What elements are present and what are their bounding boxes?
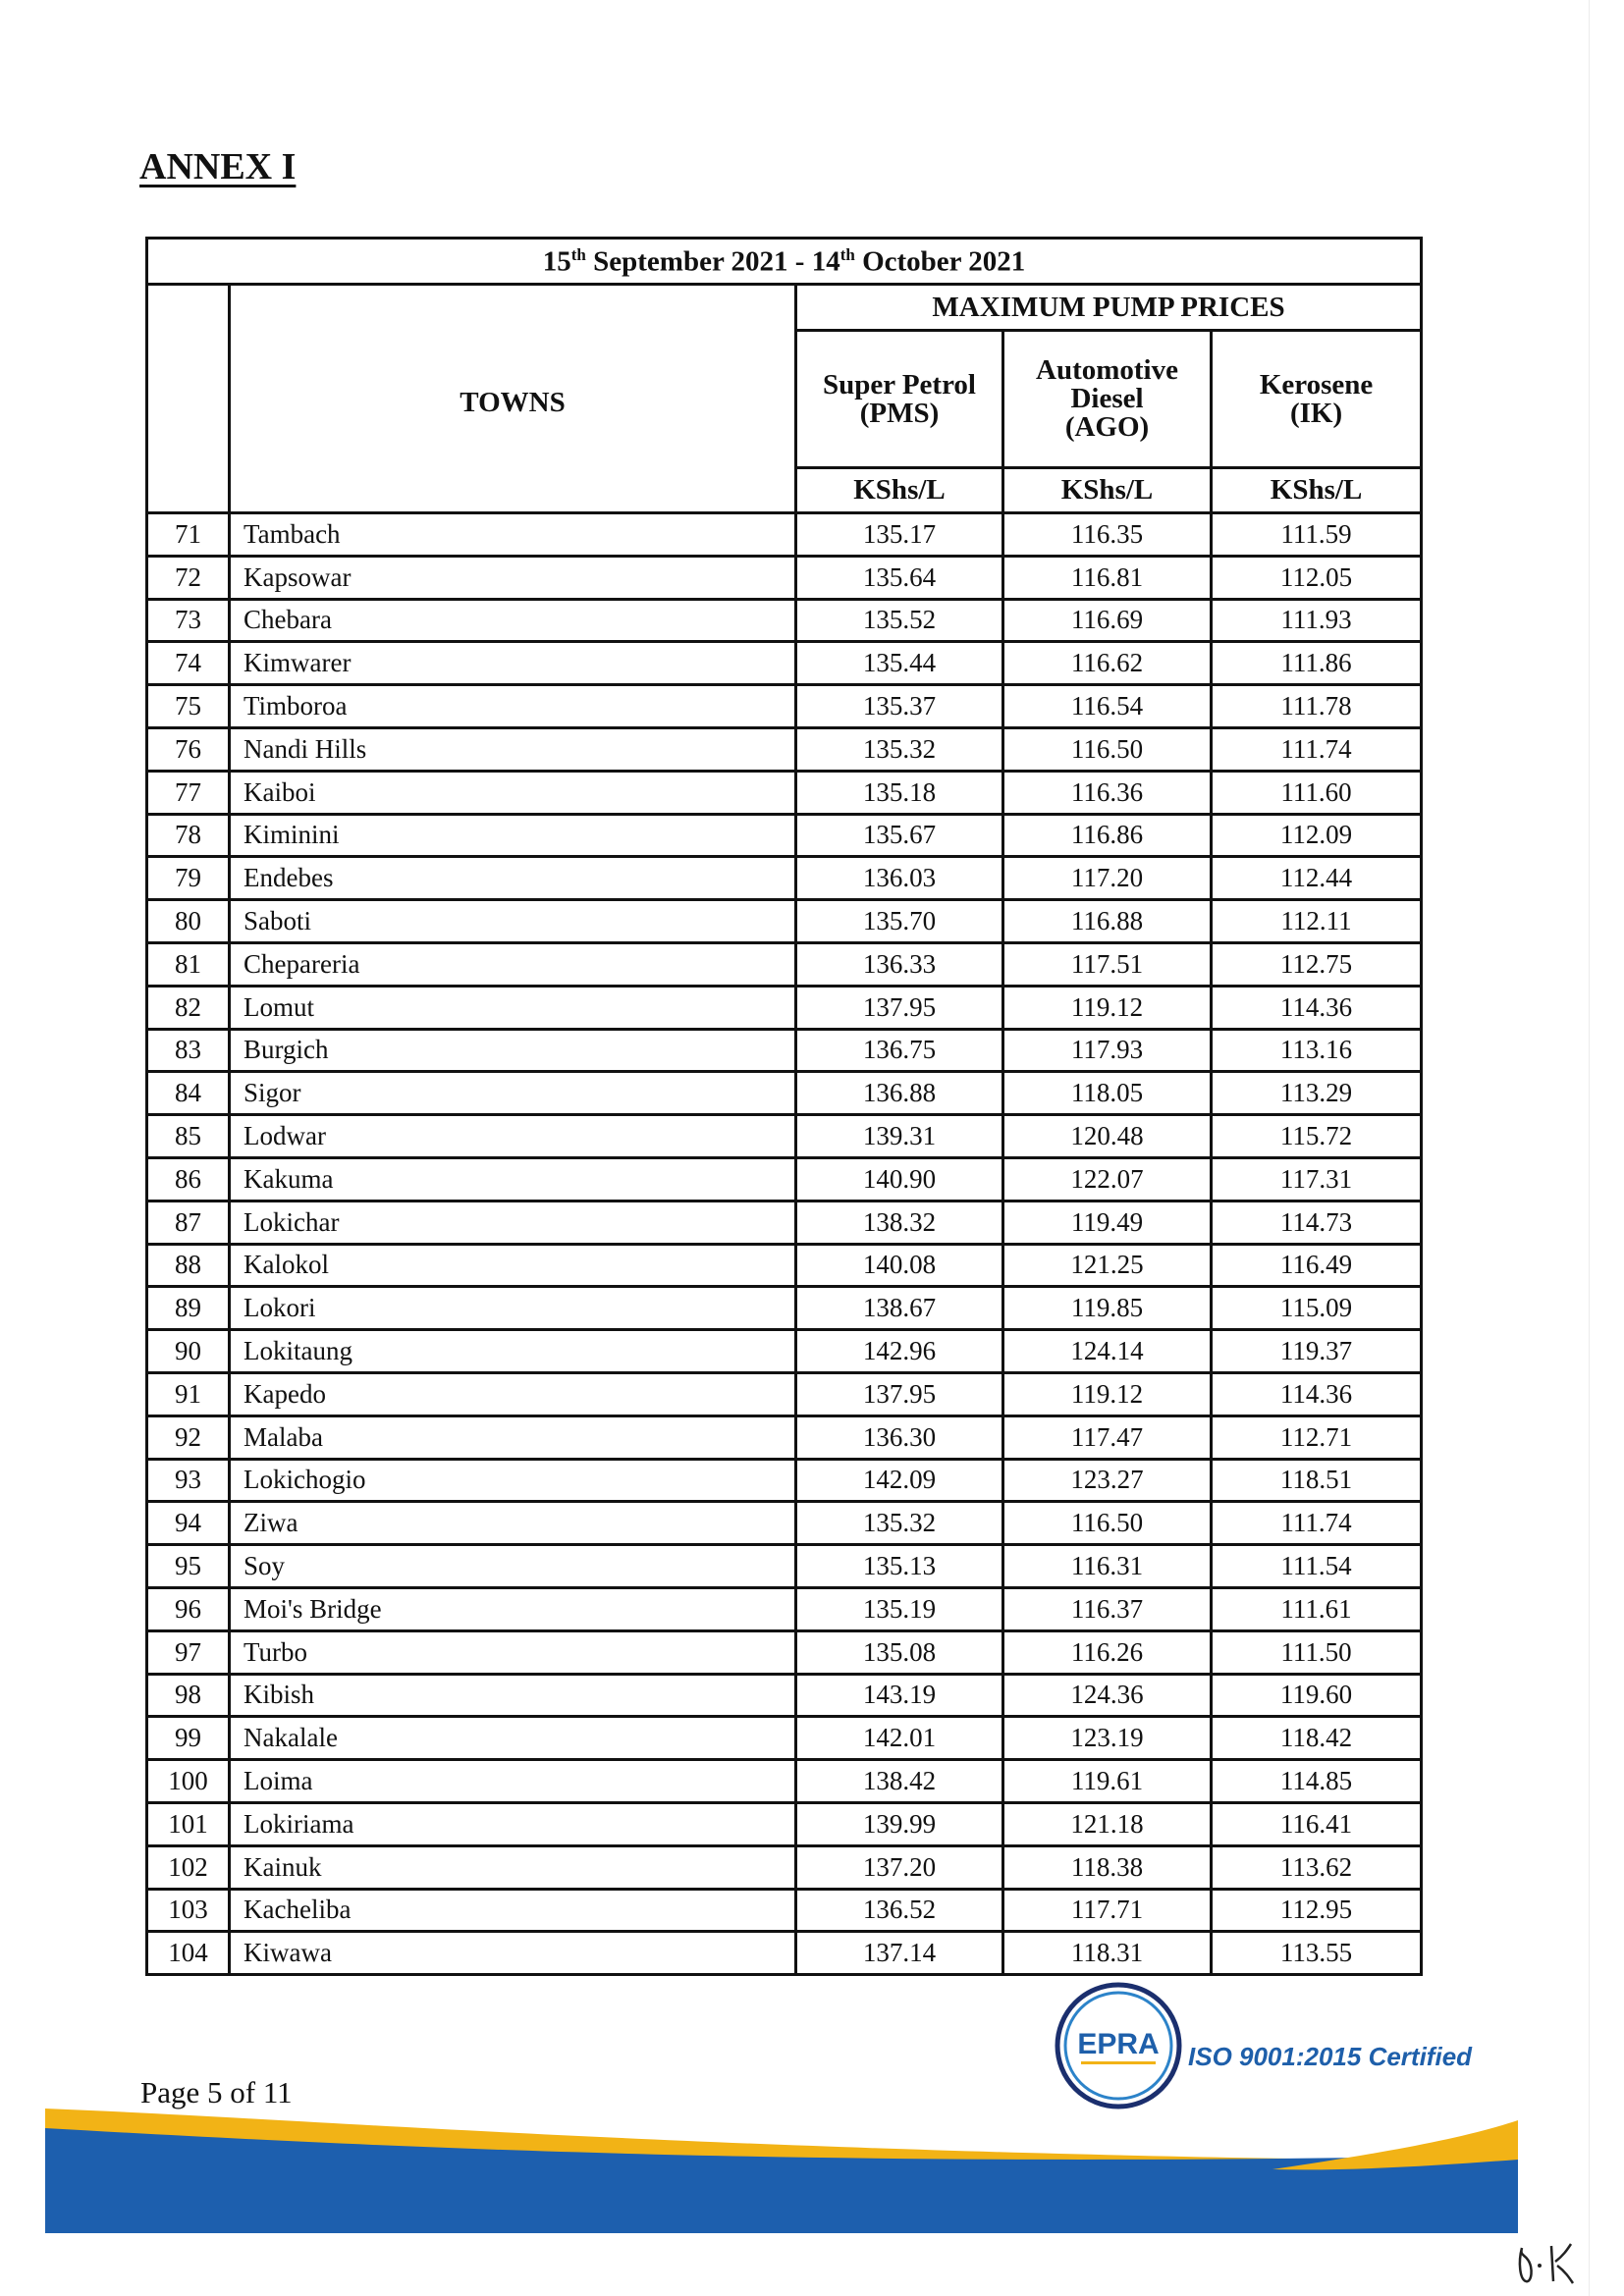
pms-price: 137.95 <box>796 986 1003 1029</box>
ago-price: 124.14 <box>1003 1330 1212 1373</box>
towns-header: TOWNS <box>230 285 796 513</box>
ago-price: 120.48 <box>1003 1115 1212 1158</box>
unit-header-pms: KShs/L <box>796 468 1003 513</box>
town-name: Kimwarer <box>230 642 796 685</box>
town-name: Kakuma <box>230 1157 796 1201</box>
ago-price: 116.86 <box>1003 814 1212 857</box>
pms-price: 135.44 <box>796 642 1003 685</box>
ik-price: 116.49 <box>1212 1244 1422 1287</box>
row-number: 101 <box>147 1802 230 1845</box>
town-name: Nakalale <box>230 1717 796 1760</box>
period-end-suffix: th <box>839 244 855 264</box>
town-name: Kaiboi <box>230 771 796 814</box>
iso-certified-text: ISO 9001:2015 Certified <box>1188 2042 1473 2071</box>
pms-price: 143.19 <box>796 1674 1003 1717</box>
row-number: 84 <box>147 1072 230 1115</box>
ago-price: 116.62 <box>1003 642 1212 685</box>
table-row <box>147 1115 1422 1158</box>
ago-price: 116.31 <box>1003 1545 1212 1588</box>
ik-price: 113.62 <box>1212 1845 1422 1889</box>
ik-price: 114.85 <box>1212 1760 1422 1803</box>
logo-text: EPRA <box>1077 2028 1160 2060</box>
pms-price: 140.08 <box>796 1244 1003 1287</box>
ik-price: 118.51 <box>1212 1459 1422 1502</box>
table-row <box>147 900 1422 943</box>
town-name: Sigor <box>230 1072 796 1115</box>
town-name: Kiminini <box>230 814 796 857</box>
ago-price: 118.31 <box>1003 1932 1212 1975</box>
row-number: 77 <box>147 771 230 814</box>
table-row <box>147 1244 1422 1287</box>
town-name: Burgich <box>230 1029 796 1072</box>
town-name: Kapedo <box>230 1372 796 1415</box>
ik-price: 112.71 <box>1212 1415 1422 1459</box>
town-name: Kibish <box>230 1674 796 1717</box>
ago-price: 116.88 <box>1003 900 1212 943</box>
fuel-header-pms: Super Petrol (PMS) <box>796 331 1003 468</box>
town-name: Loima <box>230 1760 796 1803</box>
ago-price: 118.05 <box>1003 1072 1212 1115</box>
table-row <box>147 513 1422 557</box>
pms-price: 135.13 <box>796 1545 1003 1588</box>
pms-price: 136.33 <box>796 942 1003 986</box>
row-number: 92 <box>147 1415 230 1459</box>
row-number: 89 <box>147 1287 230 1330</box>
period-start-day: 15 <box>542 245 571 278</box>
ik-price: 112.09 <box>1212 814 1422 857</box>
ik-price: 113.16 <box>1212 1029 1422 1072</box>
town-name: Lokichogio <box>230 1459 796 1502</box>
table-row <box>147 1802 1422 1845</box>
ago-price: 121.25 <box>1003 1244 1212 1287</box>
ik-price: 111.74 <box>1212 727 1422 771</box>
row-number: 76 <box>147 727 230 771</box>
row-number: 74 <box>147 642 230 685</box>
row-number: 87 <box>147 1201 230 1244</box>
ik-price: 113.55 <box>1212 1932 1422 1975</box>
row-number: 79 <box>147 857 230 900</box>
ik-price: 115.72 <box>1212 1115 1422 1158</box>
table-row <box>147 942 1422 986</box>
ik-price: 114.73 <box>1212 1201 1422 1244</box>
table-row <box>147 727 1422 771</box>
table-row <box>147 1072 1422 1115</box>
ik-price: 117.31 <box>1212 1157 1422 1201</box>
ik-price: 115.09 <box>1212 1287 1422 1330</box>
table-row <box>147 1889 1422 1932</box>
row-number: 83 <box>147 1029 230 1072</box>
pms-price: 142.01 <box>796 1717 1003 1760</box>
pms-price: 135.18 <box>796 771 1003 814</box>
page-number: Page 5 of 11 <box>140 2075 293 2109</box>
table-row <box>147 1502 1422 1545</box>
table-row <box>147 986 1422 1029</box>
row-number: 80 <box>147 900 230 943</box>
table-row <box>147 771 1422 814</box>
pms-price: 136.88 <box>796 1072 1003 1115</box>
pms-price: 135.32 <box>796 727 1003 771</box>
footer-wave-band <box>45 2101 1518 2233</box>
ago-price: 119.12 <box>1003 1372 1212 1415</box>
pms-price: 135.37 <box>796 685 1003 728</box>
town-name: Nandi Hills <box>230 727 796 771</box>
row-number: 75 <box>147 685 230 728</box>
period-start-suffix: th <box>570 244 586 264</box>
town-name: Kalokol <box>230 1244 796 1287</box>
signature-mark <box>1512 2238 1581 2287</box>
ik-price: 116.41 <box>1212 1802 1422 1845</box>
table-row <box>147 1459 1422 1502</box>
pms-price: 137.95 <box>796 1372 1003 1415</box>
town-name: Chebara <box>230 599 796 642</box>
table-row <box>147 1415 1422 1459</box>
ik-price: 112.44 <box>1212 857 1422 900</box>
epra-logo <box>1052 1979 1185 2112</box>
town-name: Kacheliba <box>230 1889 796 1932</box>
pump-prices-table <box>145 237 1423 1976</box>
ago-price: 119.61 <box>1003 1760 1212 1803</box>
pms-price: 135.64 <box>796 556 1003 599</box>
ik-price: 119.60 <box>1212 1674 1422 1717</box>
pms-price: 136.75 <box>796 1029 1003 1072</box>
row-number: 71 <box>147 513 230 557</box>
pms-price: 135.17 <box>796 513 1003 557</box>
row-number: 97 <box>147 1630 230 1674</box>
ik-price: 112.95 <box>1212 1889 1422 1932</box>
ago-price: 117.51 <box>1003 942 1212 986</box>
ago-price: 123.27 <box>1003 1459 1212 1502</box>
town-name: Lokori <box>230 1287 796 1330</box>
ik-price: 111.86 <box>1212 642 1422 685</box>
row-number: 103 <box>147 1889 230 1932</box>
pms-price: 135.67 <box>796 814 1003 857</box>
table-row <box>147 1287 1422 1330</box>
row-number: 78 <box>147 814 230 857</box>
table-row <box>147 1201 1422 1244</box>
town-name: Tambach <box>230 513 796 557</box>
table-row <box>147 1845 1422 1889</box>
max-pump-prices-header: MAXIMUM PUMP PRICES <box>796 285 1422 331</box>
town-name: Lokichar <box>230 1201 796 1244</box>
town-name: Kainuk <box>230 1845 796 1889</box>
ago-price: 117.20 <box>1003 857 1212 900</box>
town-name: Turbo <box>230 1630 796 1674</box>
ik-price: 111.74 <box>1212 1502 1422 1545</box>
ago-price: 119.12 <box>1003 986 1212 1029</box>
town-name: Kapsowar <box>230 556 796 599</box>
ago-price: 119.49 <box>1003 1201 1212 1244</box>
table-row <box>147 1029 1422 1072</box>
ik-price: 111.78 <box>1212 685 1422 728</box>
row-number: 91 <box>147 1372 230 1415</box>
ago-price: 116.69 <box>1003 599 1212 642</box>
number-column-header <box>147 285 230 513</box>
pms-price: 136.52 <box>796 1889 1003 1932</box>
fuel-header-ik: Kerosene (IK) <box>1212 331 1422 468</box>
row-number: 99 <box>147 1717 230 1760</box>
ago-price: 121.18 <box>1003 1802 1212 1845</box>
pms-price: 135.52 <box>796 599 1003 642</box>
pms-price: 139.99 <box>796 1802 1003 1845</box>
unit-header-ago: KShs/L <box>1003 468 1212 513</box>
ik-price: 111.50 <box>1212 1630 1422 1674</box>
ik-price: 111.61 <box>1212 1587 1422 1630</box>
pms-price: 138.42 <box>796 1760 1003 1803</box>
pms-price: 138.67 <box>796 1287 1003 1330</box>
ago-price: 117.71 <box>1003 1889 1212 1932</box>
period-header <box>147 239 1422 285</box>
unit-header-ik: KShs/L <box>1212 468 1422 513</box>
ik-price: 114.36 <box>1212 986 1422 1029</box>
town-name: Lokitaung <box>230 1330 796 1373</box>
ago-price: 124.36 <box>1003 1674 1212 1717</box>
table-row <box>147 1330 1422 1373</box>
ago-price: 123.19 <box>1003 1717 1212 1760</box>
town-name: Lodwar <box>230 1115 796 1158</box>
ago-price: 117.93 <box>1003 1029 1212 1072</box>
table-row <box>147 685 1422 728</box>
ago-price: 116.54 <box>1003 685 1212 728</box>
ago-price: 116.36 <box>1003 771 1212 814</box>
row-number: 81 <box>147 942 230 986</box>
ago-price: 116.50 <box>1003 727 1212 771</box>
table-row <box>147 814 1422 857</box>
town-name: Lokiriama <box>230 1802 796 1845</box>
pms-price: 135.08 <box>796 1630 1003 1674</box>
ik-price: 119.37 <box>1212 1330 1422 1373</box>
ago-price: 116.37 <box>1003 1587 1212 1630</box>
pms-price: 135.19 <box>796 1587 1003 1630</box>
town-name: Endebes <box>230 857 796 900</box>
pms-price: 135.70 <box>796 900 1003 943</box>
table-row <box>147 1587 1422 1630</box>
pms-price: 138.32 <box>796 1201 1003 1244</box>
period-start-rest: September 2021 - 14 <box>593 245 840 278</box>
pms-price: 135.32 <box>796 1502 1003 1545</box>
row-number: 94 <box>147 1502 230 1545</box>
table-row <box>147 1674 1422 1717</box>
row-number: 85 <box>147 1115 230 1158</box>
ago-price: 118.38 <box>1003 1845 1212 1889</box>
table-row <box>147 1717 1422 1760</box>
page-edge-line <box>1589 0 1590 2296</box>
row-number: 100 <box>147 1760 230 1803</box>
table-row <box>147 1372 1422 1415</box>
table-row <box>147 1760 1422 1803</box>
pms-price: 142.09 <box>796 1459 1003 1502</box>
town-name: Malaba <box>230 1415 796 1459</box>
pms-price: 139.31 <box>796 1115 1003 1158</box>
town-name: Ziwa <box>230 1502 796 1545</box>
pms-price: 142.96 <box>796 1330 1003 1373</box>
town-name: Moi's Bridge <box>230 1587 796 1630</box>
row-number: 102 <box>147 1845 230 1889</box>
town-name: Soy <box>230 1545 796 1588</box>
table-row <box>147 556 1422 599</box>
row-number: 73 <box>147 599 230 642</box>
table-row <box>147 1157 1422 1201</box>
ik-price: 111.54 <box>1212 1545 1422 1588</box>
row-number: 90 <box>147 1330 230 1373</box>
row-number: 104 <box>147 1932 230 1975</box>
row-number: 96 <box>147 1587 230 1630</box>
ik-price: 112.11 <box>1212 900 1422 943</box>
ago-price: 116.81 <box>1003 556 1212 599</box>
ago-price: 117.47 <box>1003 1415 1212 1459</box>
ik-price: 114.36 <box>1212 1372 1422 1415</box>
pms-price: 137.20 <box>796 1845 1003 1889</box>
ik-price: 118.42 <box>1212 1717 1422 1760</box>
ago-price: 116.50 <box>1003 1502 1212 1545</box>
row-number: 88 <box>147 1244 230 1287</box>
pms-price: 140.90 <box>796 1157 1003 1201</box>
row-number: 98 <box>147 1674 230 1717</box>
table-row <box>147 857 1422 900</box>
row-number: 72 <box>147 556 230 599</box>
ago-price: 116.26 <box>1003 1630 1212 1674</box>
table-row <box>147 642 1422 685</box>
ik-price: 113.29 <box>1212 1072 1422 1115</box>
fuel-header-ago: Automotive Diesel (AGO) <box>1003 331 1212 468</box>
pms-price: 137.14 <box>796 1932 1003 1975</box>
ik-price: 112.75 <box>1212 942 1422 986</box>
row-number: 95 <box>147 1545 230 1588</box>
table-row <box>147 1630 1422 1674</box>
ik-price: 112.05 <box>1212 556 1422 599</box>
town-name: Kiwawa <box>230 1932 796 1975</box>
ago-price: 116.35 <box>1003 513 1212 557</box>
period-end-rest: October 2021 <box>862 245 1026 278</box>
pms-price: 136.30 <box>796 1415 1003 1459</box>
ik-price: 111.60 <box>1212 771 1422 814</box>
pms-price: 136.03 <box>796 857 1003 900</box>
town-name: Timboroa <box>230 685 796 728</box>
ik-price: 111.59 <box>1212 513 1422 557</box>
ago-price: 119.85 <box>1003 1287 1212 1330</box>
row-number: 93 <box>147 1459 230 1502</box>
row-number: 86 <box>147 1157 230 1201</box>
table-row <box>147 1932 1422 1975</box>
row-number: 82 <box>147 986 230 1029</box>
annex-title: ANNEX I <box>139 146 297 187</box>
ik-price: 111.93 <box>1212 599 1422 642</box>
table-row <box>147 599 1422 642</box>
town-name: Saboti <box>230 900 796 943</box>
ago-price: 122.07 <box>1003 1157 1212 1201</box>
table-row <box>147 1545 1422 1588</box>
town-name: Lomut <box>230 986 796 1029</box>
town-name: Chepareria <box>230 942 796 986</box>
